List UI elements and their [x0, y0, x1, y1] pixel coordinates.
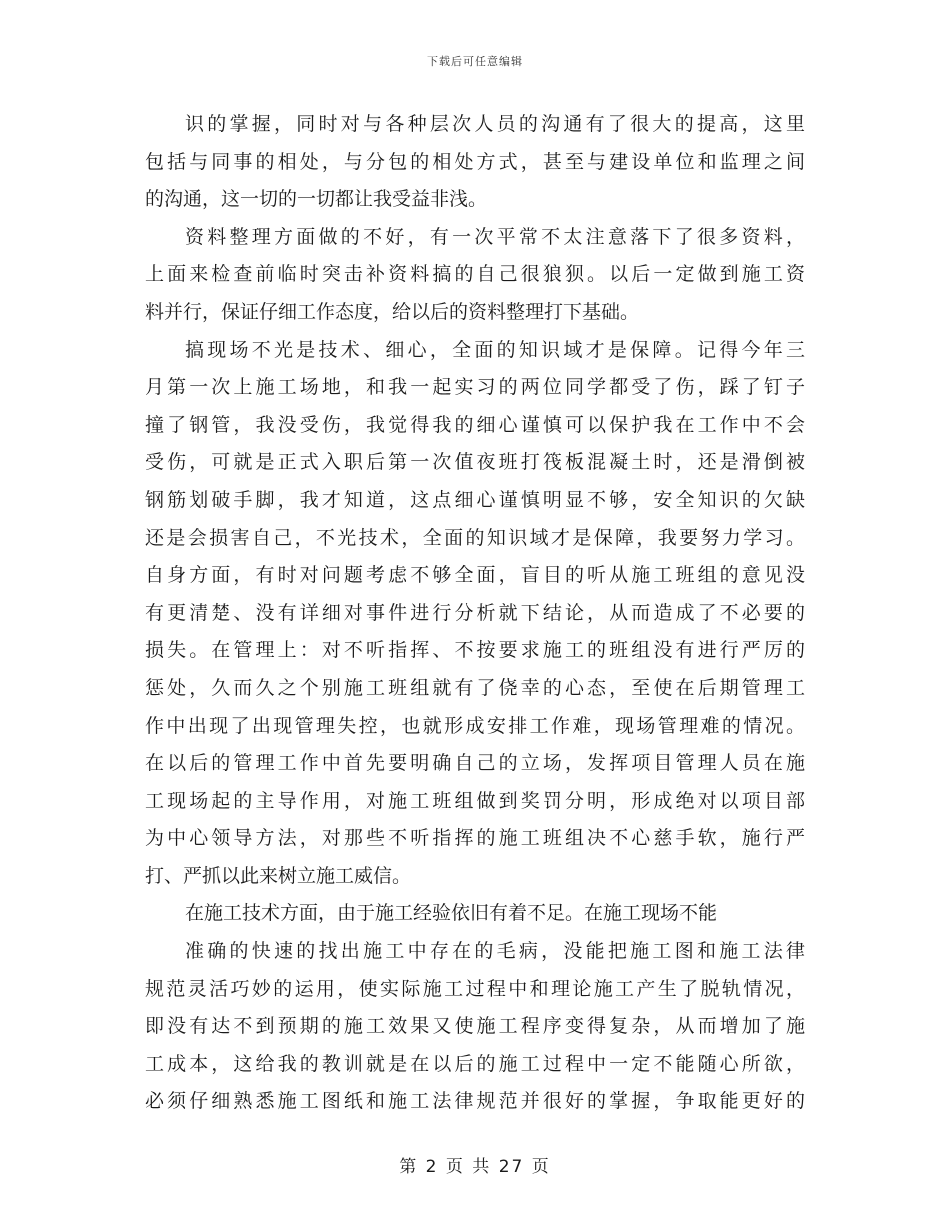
text-line: 受伤，可就是正式入职后第一次值夜班打筏板混凝土时，还是滑倒被 [145, 451, 805, 474]
text-line: 规范灵活巧妙的运用，使实际施工过程中和理论施工产生了脱轨情况， [145, 977, 805, 1000]
document-body [145, 106, 805, 1121]
text-line: 工现场起的主导作用，对施工班组做到奖罚分明，形成绝对以项目部 [145, 789, 805, 812]
text-line: 还是会损害自己，不光技术，全面的知识域才是保障，我要努力学习。 [145, 526, 805, 549]
text-line: 有更清楚、没有详细对事件进行分析就下结论，从而造成了不必要的 [145, 601, 805, 624]
text-line: 必须仔细熟悉施工图纸和施工法律规范并很好的掌握，争取能更好的 [145, 1090, 805, 1113]
text-line: 损失。在管理上：对不听指挥、不按要求施工的班组没有进行严厉的 [145, 639, 805, 662]
text-line: 上面来检查前临时突击补资料搞的自己很狼狈。以后一定做到施工资 [145, 263, 805, 286]
text-line: 惩处，久而久之个别施工班组就有了侥幸的心态，至使在后期管理工 [145, 676, 805, 699]
text-line: 打、严抓以此来树立施工威信。 [145, 864, 412, 887]
text-line: 作中出现了出现管理失控，也就形成安排工作难，现场管理难的情况。 [145, 714, 805, 737]
text-line: 包括与同事的相处，与分包的相处方式，甚至与建设单位和监理之间 [145, 150, 805, 173]
text-line: 月第一次上施工场地，和我一起实习的两位同学都受了伤，踩了钉子 [145, 376, 805, 399]
text-line: 资料整理方面做的不好，有一次平常不太注意落下了很多资料， [185, 225, 805, 248]
text-line: 自身方面，有时对问题考虑不够全面，盲目的听从施工班组的意见没 [145, 564, 805, 587]
text-line: 即没有达不到预期的施工效果又使施工程序变得复杂，从而增加了施 [145, 1015, 805, 1038]
text-line: 为中心领导方法，对那些不听指挥的施工班组决不心慈手软，施行严 [145, 827, 805, 850]
text-line: 搞现场不光是技术、细心，全面的知识域才是保障。记得今年三 [185, 338, 805, 361]
text-line: 料并行，保证仔细工作态度，给以后的资料整理打下基础。 [145, 300, 640, 323]
text-line: 准确的快速的找出施工中存在的毛病，没能把施工图和施工法律 [185, 940, 805, 963]
text-line: 在以后的管理工作中首先要明确自己的立场，发挥项目管理人员在施 [145, 752, 805, 775]
text-line: 工成本，这给我的教训就是在以后的施工过程中一定不能随心所欲， [145, 1052, 805, 1075]
page-number-footer: 第 2 页 共 27 页 [399, 1157, 551, 1177]
text-line: 识的掌握，同时对与各种层次人员的沟通有了很大的提高，这里 [185, 113, 805, 135]
text-line: 钢筋划破手脚，我才知道，这点细心谨慎明显不够，安全知识的欠缺 [145, 488, 805, 511]
text-line: 在施工技术方面，由于施工经验依旧有着不足。在施工现场不能 [185, 902, 718, 925]
page-header: 下载后可任意编辑 [427, 55, 523, 68]
text-line: 撞了钢管，我没受伤，我觉得我的细心谨慎可以保护我在工作中不会 [145, 413, 805, 436]
text-line: 的沟通，这一切的一切都让我受益非浅。 [145, 188, 488, 211]
